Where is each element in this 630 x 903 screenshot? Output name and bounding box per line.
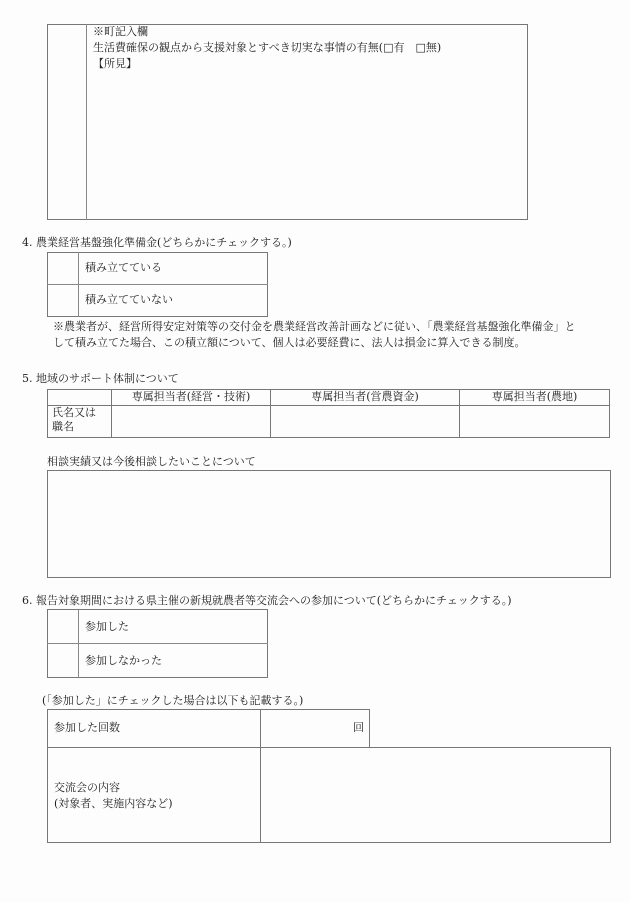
section4-title: 4. 農業経営基盤強化準備金(どちらかにチェックする。): [22, 236, 292, 249]
section4-note-line1: ※農業者が、経営所得安定対策等の交付金を農業経営改善計画などに従い、「農業経営基盤強化準備金」と: [53, 320, 576, 333]
content-label-line1: 交流会の内容: [54, 781, 120, 794]
table-row: [48, 406, 610, 438]
findings-input-area[interactable]: [90, 72, 524, 216]
header-management: 専属担当者(経営・技術): [112, 390, 271, 406]
content-input-cell[interactable]: [260, 747, 611, 843]
cell-farmland-name[interactable]: [460, 406, 610, 438]
section6-title: 6. 報告対象期間における県主催の新規就農者等交流会への参加について(どちらかにチェックする。): [22, 594, 512, 607]
section4-row-divider: [47, 284, 268, 285]
section6-row-divider: [47, 643, 268, 644]
content-label-line2: (対象者、実施内容など): [54, 797, 173, 810]
row-label: [48, 406, 112, 438]
checkbox-reserve-yes[interactable]: [48, 253, 78, 284]
town-entry-divider: [86, 24, 87, 220]
support-staff-table: [47, 389, 610, 438]
section5-title: 5. 地域のサポート体制について: [22, 372, 179, 385]
table-header-row: [48, 390, 610, 406]
row-label-line1: 氏名又は: [52, 406, 96, 419]
checkbox-attended[interactable]: [48, 610, 78, 643]
town-entry-question: 生活費確保の観点から支援対象とすべき切実な事情の有無(□有 □無): [93, 41, 442, 54]
town-entry-findings-label: 【所見】: [93, 57, 137, 70]
consult-input-box[interactable]: [47, 470, 611, 578]
option-reserve-yes-label: 積み立てている: [85, 261, 162, 274]
section6-col-divider: [78, 609, 79, 678]
consult-label: 相談実績又は今後相談したいことについて: [47, 455, 256, 468]
option-reserve-no-label: 積み立てていない: [85, 293, 173, 306]
header-empty: [48, 390, 112, 406]
cell-finance-name[interactable]: [271, 406, 460, 438]
checkbox-reserve-no[interactable]: [48, 285, 78, 316]
header-farmland: 専属担当者(農地): [460, 390, 610, 406]
followup-note: (「参加した」にチェックした場合は以下も記載する。): [42, 694, 304, 707]
row-label-line2: 職名: [52, 420, 74, 433]
checkbox-not-attended[interactable]: [48, 644, 78, 677]
section4-note-line2: して積み立てた場合、この積立額について、個人は必要経費に、法人は損金に算入できる制度。: [53, 336, 526, 349]
section4-col-divider: [78, 252, 79, 317]
option-not-attended-label: 参加しなかった: [85, 654, 162, 667]
header-finance: 専属担当者(営農資金): [271, 390, 460, 406]
count-label: 参加した回数: [54, 721, 120, 734]
option-attended-label: 参加した: [85, 620, 129, 633]
count-unit: 回: [353, 721, 364, 734]
content-label-cell: [47, 747, 261, 843]
cell-management-name[interactable]: [112, 406, 271, 438]
town-entry-note-label: ※町記入欄: [93, 25, 148, 38]
